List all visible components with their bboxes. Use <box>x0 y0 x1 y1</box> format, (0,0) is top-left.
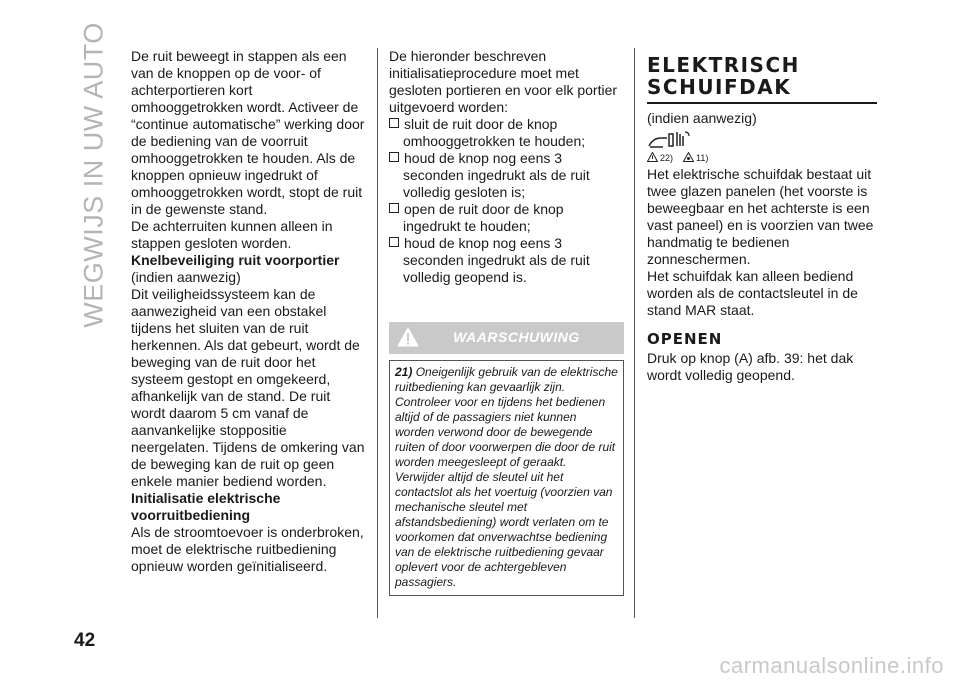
chapter-side-tab <box>74 22 114 328</box>
column-divider-left <box>377 48 378 618</box>
paragraph-window-steps: De ruit beweegt in stappen als een van de knoppen op de voor- of achterportieren kort omhooggetrokken wordt. Activeer de “continue automatische” werking door de bediening van de voorruit omhooggetrokken te houden. Als de knoppen opnieuw ingedrukt of omhooggetrokken wordt, stopt de ruit in de gewenste stand. <box>131 48 365 217</box>
paragraph-sunroof-description: Het elektrische schuifdak bestaat uit twee glazen panelen (het voorste is beweegbaar en het achterste is een vast paneel) en is voorzien van twee handmatig te bedienen zonneschermen. <box>647 166 874 267</box>
bullet-box-icon <box>389 203 399 213</box>
chapter-title: WEGWIJS IN UW AUTO <box>78 22 109 328</box>
caution-triangle-icon <box>683 152 694 162</box>
warning-triangle-icon <box>647 152 658 162</box>
warning-header <box>389 322 624 354</box>
init-steps-list <box>389 116 624 286</box>
bullet-box-icon <box>389 237 399 247</box>
column-divider-right <box>634 48 635 618</box>
watermark: carmanualsonline.info <box>719 653 944 678</box>
sunroof-icon <box>647 130 691 150</box>
warning-title: WAARSCHUWING <box>453 329 580 345</box>
column-2 <box>389 48 624 596</box>
warning-number: 21) <box>395 365 413 379</box>
reference-11: 11) <box>696 153 709 163</box>
list-item: sluit de ruit door de knop omhooggetrokken te houden; <box>389 116 624 150</box>
bullet-box-icon <box>389 118 399 128</box>
paragraph-opening: Druk op knop (A) afb. 39: het dak wordt volledig geopend. <box>647 350 854 383</box>
page-number: 42 <box>74 630 96 651</box>
list-item: houd de knop nog eens 3 seconden ingedrukt als de ruit volledig gesloten is; <box>389 150 624 201</box>
warning-box <box>389 360 624 596</box>
column-1 <box>131 48 367 575</box>
paragraph-init-intro: De hieronder beschreven initialisatieprocedure moet met gesloten portieren en voor elk portier uitgevoerd worden: <box>389 48 618 115</box>
paragraph-anti-pinch: Dit veiligheidssysteem kan de aanwezigheid van een obstakel tijdens het sluiten van de ruit herkennen. Als dat gebeurt, wordt de beweging van de ruit door het systeem gestopt en omgekeerd, afhankelijk van de stand. De ruit wordt daarom 5 cm vanaf de aanvankelijke stoppositie neergelaten. Tijdens de omkering van de beweging kan de ruit op geen enkele manier bediend worden. <box>131 286 365 489</box>
list-item: open de ruit door de knop ingedrukt te houden; <box>389 201 624 235</box>
sunroof-icon-row <box>647 130 879 150</box>
heading-initialisation: Initialisatie elektrische voorruitbediening <box>131 490 281 523</box>
note-if-present: (indien aanwezig) <box>131 269 241 285</box>
warning-text: Oneigenlijk gebruik van de elektrische ruitbediening kan gevaarlijk zijn. Controleer voor en tijdens het bedienen altijd of de passagiers niet kunnen worden verwond door de bewegende ruiten of door voorwerpen die door de ruit worden meegesleept of geraakt. Verwijder altijd de sleutel uit het contactslot als het voertuig (voorzien van mechanische sleutel met afstandsbediening) wordt verlaten om te voorkomen dat onverwachtse bediening van de elektrische ruitbediening gevaar oplevert voor de achtergebleven passagiers. <box>395 365 618 589</box>
paragraph-power-interrupted: Als de stroomtoevoer is onderbroken, moet de elektrische ruitbediening opnieuw worden geïnitialiseerd. <box>131 524 364 574</box>
section-title: ELEKTRISCH SCHUIFDAK <box>647 53 800 99</box>
section-rule <box>647 102 877 104</box>
paragraph-sunroof-key-position: Het schuifdak kan alleen bediend worden als de contactsleutel in de stand MAR staat. <box>647 268 858 318</box>
note-if-present: (indien aanwezig) <box>647 110 757 126</box>
reference-22: 22) <box>660 153 674 163</box>
warning-references <box>647 152 879 164</box>
column-3 <box>647 48 879 384</box>
heading-opening: OPENEN <box>647 330 723 348</box>
heading-anti-pinch: Knelbeveiliging ruit voorportier <box>131 252 340 268</box>
list-item: houd de knop nog eens 3 seconden ingedrukt als de ruit volledig geopend is. <box>389 235 624 286</box>
paragraph-rear-windows: De achterruiten kunnen alleen in stappen gesloten worden. <box>131 218 333 251</box>
bullet-box-icon <box>389 152 399 162</box>
